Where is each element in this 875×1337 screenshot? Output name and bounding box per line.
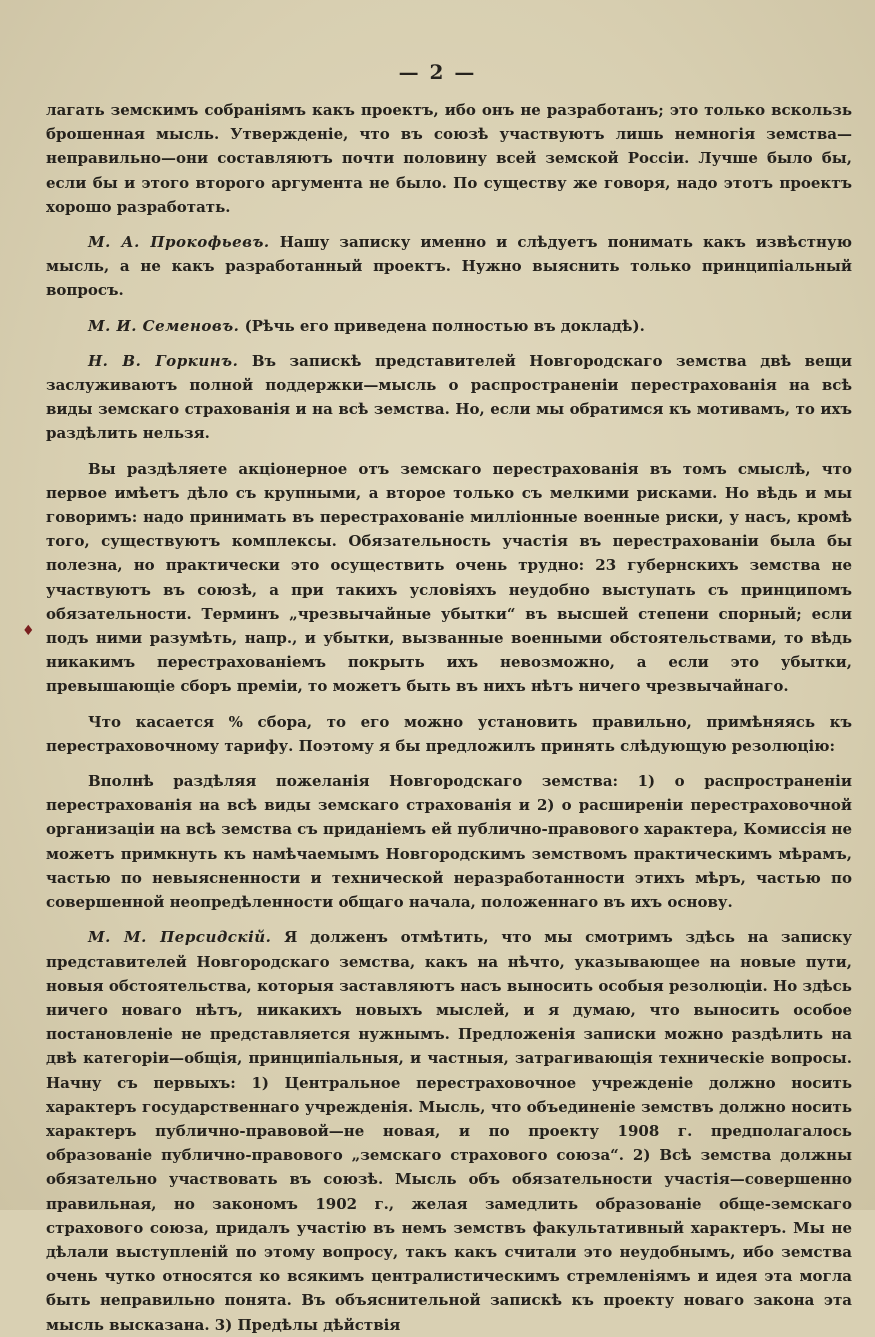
paragraph-text: лагать земскимъ собраніямъ какъ проектъ, ибо онъ не разработанъ; это только вскользь брошенная мысль. Утвержденіе, что въ союзѣ участвуютъ лишь немногія земства—неправильно—они составляютъ почти половину всей земской Россіи. Лучше было бы, если бы и этого второго аргумента не было. По существу же говоря, надо этотъ проектъ хорошо разработать.: [46, 101, 852, 216]
paragraph-text: (Рѣчь его приведена полностью въ докладѣ).: [244, 316, 645, 335]
document-body: [46, 98, 852, 1337]
paragraph-text: Вы раздѣляете акціонерное отъ земскаго перестрахованія въ томъ смыслѣ, что первое имѣетъ дѣло съ крупными, а второе только съ мелкими рисками. Но вѣдь и мы говоримъ: надо принимать въ перестрахованіе милліонные военные риски, у насъ, кромѣ того, существуютъ комплексы. Обязательность участія въ перестрахованіи была бы полезна, но практически это осуществить очень трудно: 23 губернскихъ земства не участвуютъ въ союзѣ, а при такихъ условіяхъ неудобно выступать съ принципомъ обязательности. Терминъ „чрезвычайные убытки“ въ высшей степени спорный; если подъ ними разумѣть, напр., и убытки, вызванные военными обстоятельствами, то вѣдь никакимъ перестрахованіемъ покрыть ихъ невозможно, а если это убытки, превышающіе сборъ преміи, то можетъ быть въ нихъ нѣтъ ничего чрезвычайнаго.: [46, 459, 852, 696]
speaker-name: М. М. Персидскій.: [88, 928, 272, 947]
paragraph-text: Что касается % сбора, то его можно установить правильно, примѣняясь къ перестраховочному тарифу. Поэтому я бы предложилъ принять слѣдующую резолюцію:: [46, 712, 852, 755]
paragraph: [46, 349, 852, 446]
resolution-paragraph: [46, 769, 852, 914]
paragraph: [46, 98, 852, 219]
speaker-name: Н. В. Горкинъ.: [88, 351, 239, 370]
paragraph: [46, 925, 852, 1336]
speaker-name: М. А. Прокофьевъ.: [88, 233, 270, 252]
paragraph-text: Я долженъ отмѣтить, что мы смотримъ здѣсь на записку представителей Новгородскаго земства, какъ на нѣчто, указывающее на новые пути, новыя обстоятельства, которыя заставляютъ насъ выносить особыя резолюціи. Но здѣсь ничего новаго нѣтъ, никакихъ новыхъ мыслей, и я думаю, что выносить особое постановленіе не представляется нужнымъ. Предложенія записки можно раздѣлить на двѣ категоріи—общія, принципіальныя, и частныя, затрагивающія техническіе вопросы. Начну съ первыхъ: 1) Центральное перестраховочное учрежденіе должно носить характеръ государственнаго учрежденія. Мысль, что объединеніе земствъ должно носить характеръ публично-правовой—не новая, и по проекту 1908 г. предполагалось образованіе публично-правового „земскаго страхового союза“. 2) Всѣ земства должны обязательно участвовать въ союзѣ. Мысль объ обязательности участія—совершенно правильная, но закономъ 1902 г., желая замедлить образованіе обще-земскаго страхового союза, придалъ участію въ немъ земствъ факультативный характеръ. Мы не дѣлали выступленій по этому вопросу, такъ какъ считали это неудобнымъ, ибо земства очень чутко относятся ко всякимъ централистическимъ стремленіямъ и идея эта могла быть неправильно понята. Въ объяснительной запискѣ къ проекту новаго закона эта мысль высказана. 3) Предѣлы дѣйствія: [46, 928, 852, 1334]
margin-mark: ♦: [22, 623, 35, 639]
speaker-name: М. И. Семеновъ.: [88, 316, 240, 335]
paragraph: [46, 457, 852, 699]
page-number: — 2 —: [398, 60, 477, 84]
paragraph-text: Вполнѣ раздѣляя пожеланія Новгородскаго земства: 1) о распространеніи перестрахованія на всѣ виды земскаго страхованія и 2) о расширеніи перестраховочной организаціи на всѣ земства съ приданіемъ ей публично-правового характера, Комиссія не можетъ примкнуть къ намѣчаемымъ Новгородскимъ земствомъ практическимъ мѣрамъ, частью по невыясненности и технической неразработанности этихъ мѣръ, частью по совершенной неопредѣленности общаго начала, положеннаго въ ихъ основу.: [46, 772, 852, 912]
paragraph-text: Въ запискѣ представителей Новгородскаго земства двѣ вещи заслуживаютъ полной поддержки—мысль о распространеніи перестрахованія на всѣ виды земскаго страхованія и на всѣ земства. Но, если мы обратимся къ мотивамъ, то ихъ раздѣлить нельзя.: [46, 351, 853, 443]
paragraph-text: Нашу записку именно и слѣдуетъ понимать какъ извѣстную мысль, а не какъ разработанный проектъ. Нужно выяснить только принципіальный вопросъ.: [46, 233, 852, 300]
paragraph: [46, 710, 852, 758]
paragraph: [46, 314, 852, 338]
paragraph: [46, 230, 852, 303]
